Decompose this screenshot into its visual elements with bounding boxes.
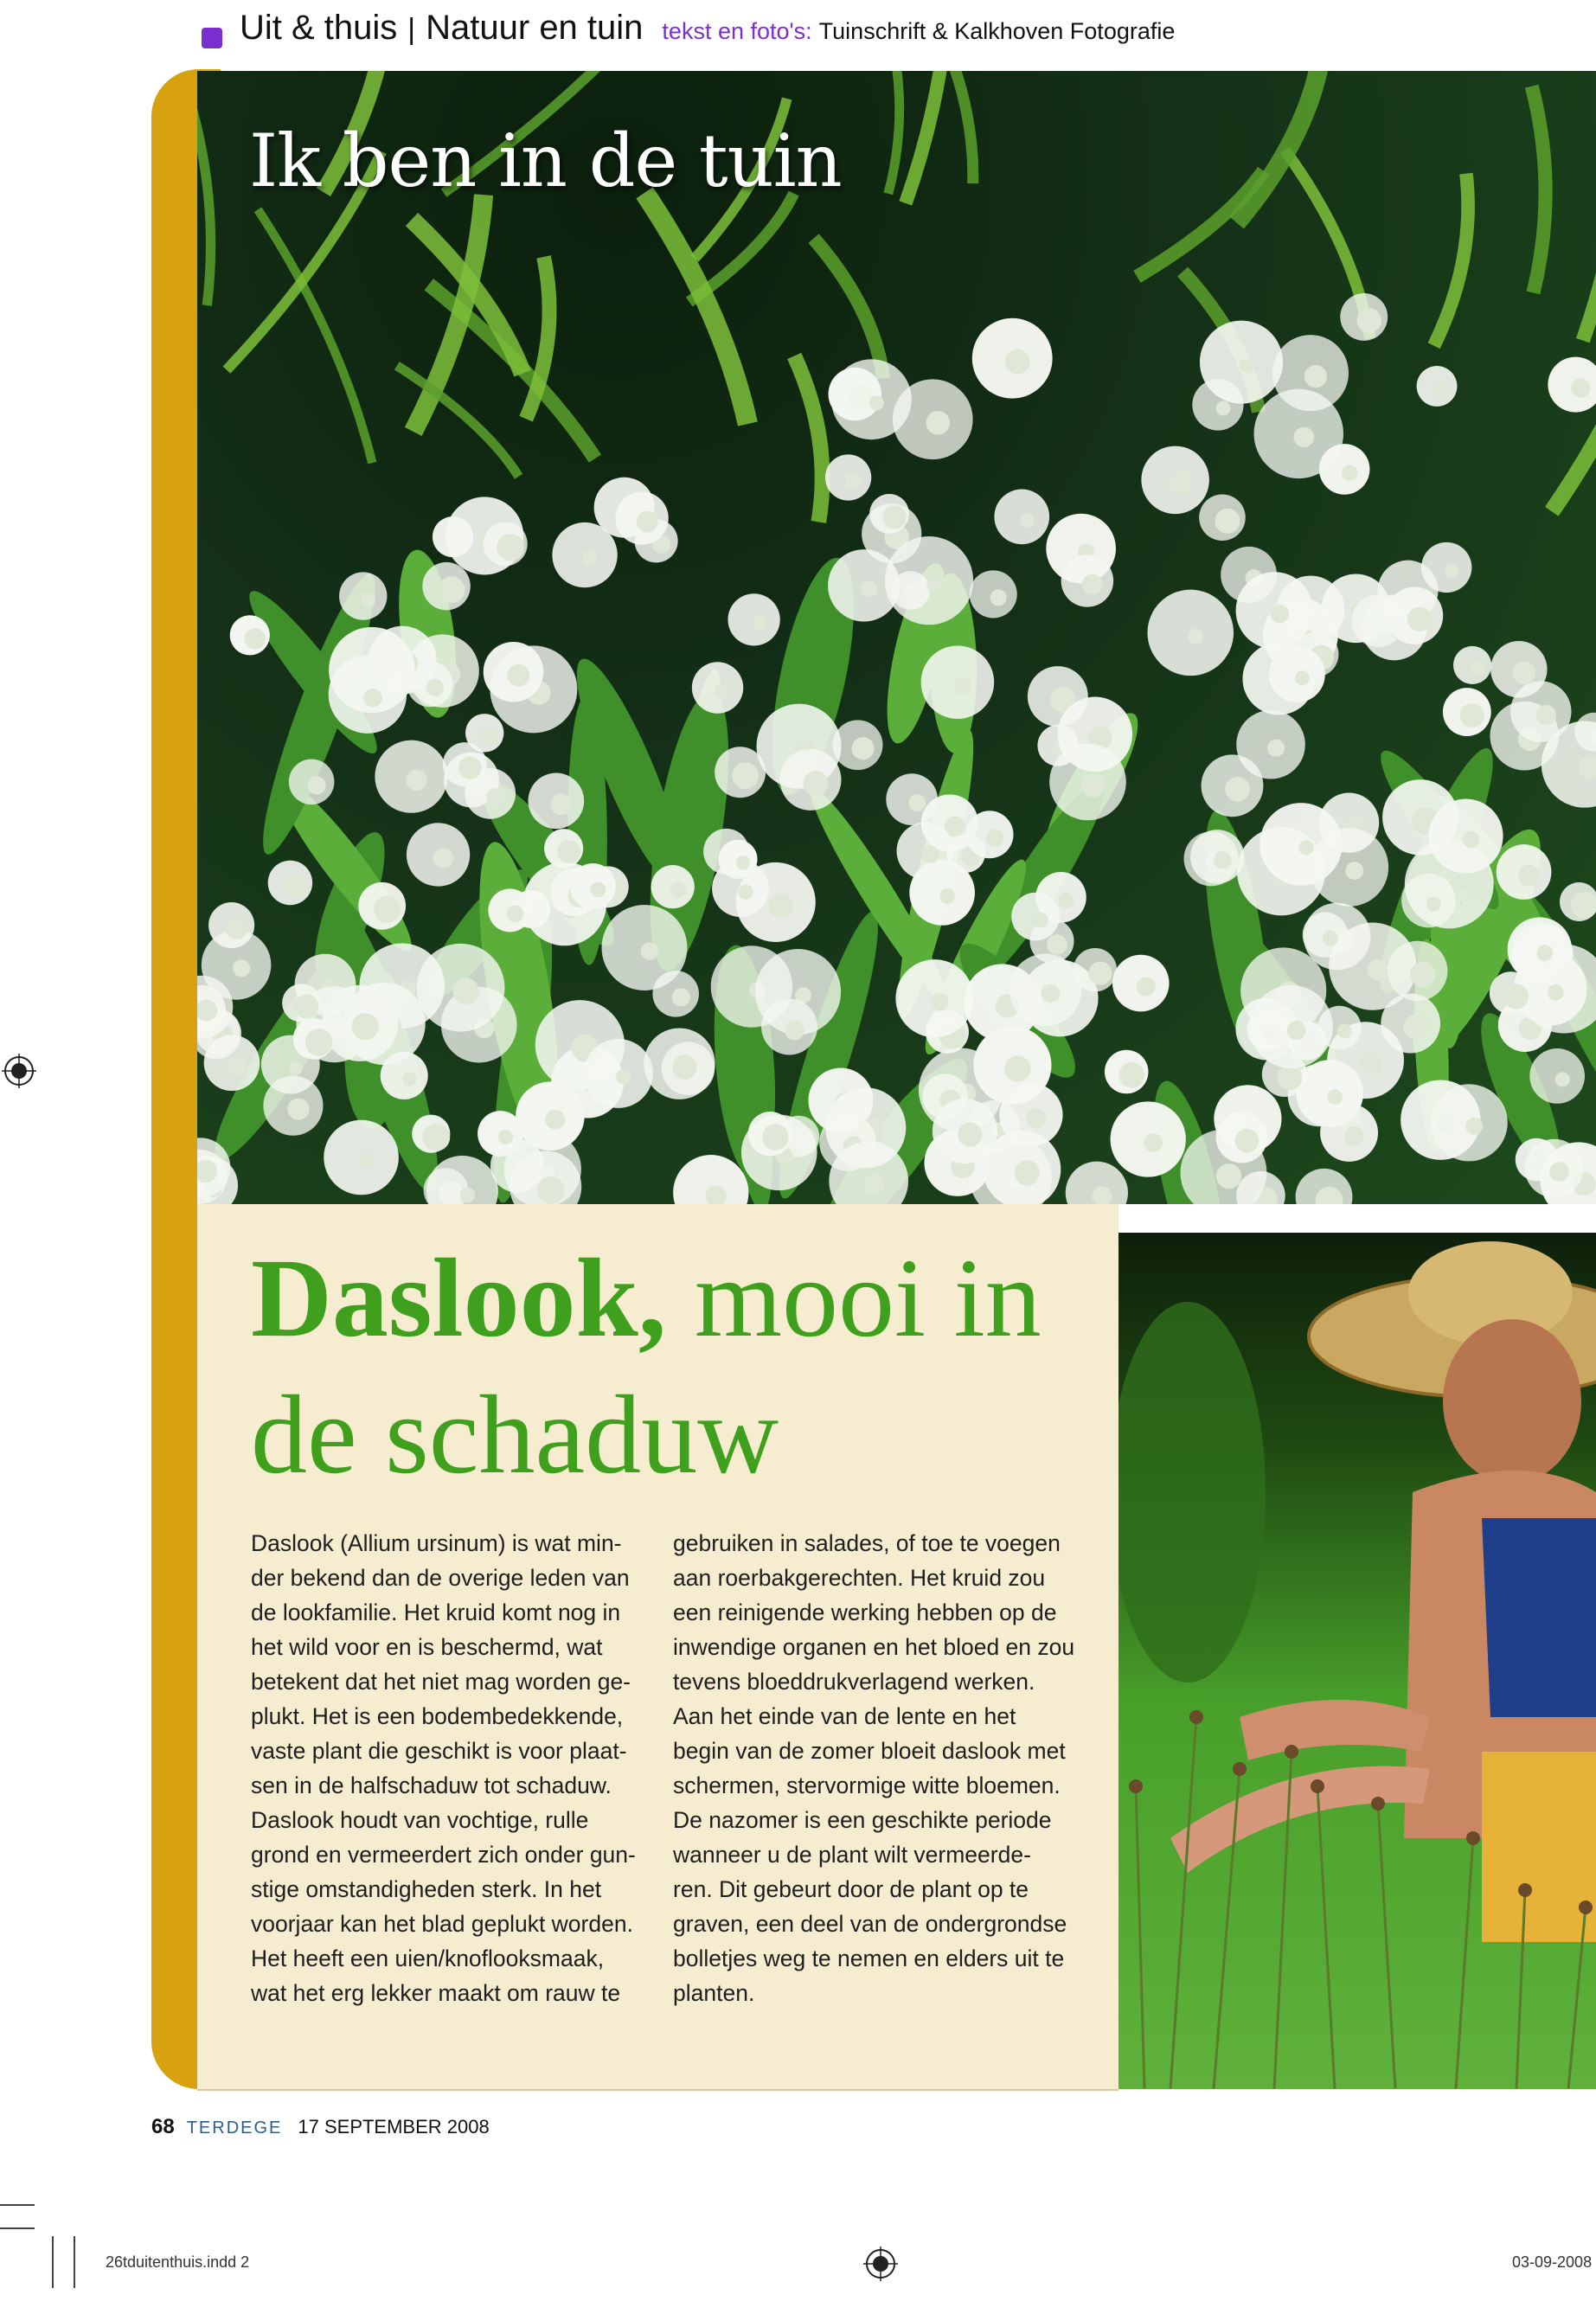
text-line: de lookfamilie. Het kruid komt nog in — [251, 1599, 621, 1625]
headline-line-2: de schaduw — [251, 1373, 779, 1497]
article-panel — [197, 1204, 1118, 2091]
text-line: het wild voor en is beschermd, wat — [251, 1634, 603, 1660]
text-line: vaste plant die geschikt is voor plaat- — [251, 1738, 627, 1764]
page-number: 68 — [151, 2115, 175, 2138]
headline-rest: mooi in — [694, 1236, 1042, 1361]
text-line: wat het erg lekker maakt om rauw te — [251, 1980, 621, 2006]
text-line: inwendige organen en het bloed en zou — [673, 1634, 1075, 1660]
photo-title: Ik ben in de tuin — [249, 119, 842, 203]
crop-mark — [0, 2204, 35, 2206]
slug-filename: 26tduitenthuis.indd 2 — [106, 2253, 250, 2271]
section-header — [199, 9, 1175, 61]
text-line: aan roerbakgerechten. Het kruid zou — [673, 1565, 1046, 1591]
text-line: een reinigende werking hebben op de — [673, 1599, 1057, 1625]
crop-mark — [52, 2236, 54, 2288]
issue-date: 17 SEPTEMBER 2008 — [298, 2116, 490, 2138]
subsection-name: Natuur en tuin — [426, 9, 644, 47]
text-line: tevens bloeddrukverlagend werken. — [673, 1669, 1035, 1695]
registration-mark-icon — [2, 1054, 36, 1088]
text-line: schermen, stervormige witte bloemen. — [673, 1772, 1061, 1798]
text-line: voorjaar kan het blad geplukt worden. — [251, 1911, 633, 1937]
gardener-illustration — [1118, 1233, 1596, 2089]
text-line: begin van de zomer bloeit daslook met — [673, 1738, 1066, 1764]
text-line: De nazomer is een geschikte periode — [673, 1807, 1052, 1833]
credit-label: tekst en foto's: — [662, 18, 812, 44]
text-line: planten. — [673, 1980, 755, 2006]
text-line: Het heeft een uien/knoflooksmaak, — [251, 1945, 605, 1971]
photo-credit: Tuinschrift & Kalkhoven Fotografie — [818, 18, 1176, 44]
text-line: sen in de halfschaduw tot schaduw. — [251, 1772, 612, 1798]
text-line: Aan het einde van de lente en het — [673, 1703, 1016, 1729]
text-line: Daslook (Allium ursinum) is wat min- — [251, 1530, 622, 1556]
article-headline — [251, 1230, 1081, 1503]
section-square-icon — [202, 28, 222, 48]
flower-field-illustration — [197, 71, 1596, 1204]
text-line: betekent dat het niet mag worden ge- — [251, 1669, 631, 1695]
text-line: ren. Dit gebeurt door de plant op te — [673, 1876, 1029, 1902]
gardener-photo — [1118, 1233, 1596, 2089]
text-line: der bekend dan de overige leden van — [251, 1565, 630, 1591]
article-column-left — [251, 1526, 649, 2010]
text-line: wanneer u de plant wilt vermeerde- — [673, 1842, 1031, 1868]
crop-mark — [74, 2236, 75, 2288]
registration-mark-icon — [863, 2247, 898, 2281]
text-line: bolletjes weg te nemen en elders uit te — [673, 1945, 1065, 1971]
crop-mark — [0, 2227, 35, 2229]
text-line: gebruiken in salades, of toe te voegen — [673, 1530, 1061, 1556]
text-line: graven, een deel van de ondergrondse — [673, 1911, 1067, 1937]
headline-bold: Daslook, — [251, 1236, 667, 1361]
slug-date: 03-09-2008 — [1512, 2253, 1593, 2271]
page-footer — [151, 2115, 490, 2139]
text-line: grond en vermeerdert zich onder gun- — [251, 1842, 636, 1868]
text-line: plukt. Het is een bodembedekkende, — [251, 1703, 624, 1729]
text-line: Daslook houdt van vochtige, rulle — [251, 1807, 589, 1833]
magazine-name: TERDEGE — [186, 2118, 283, 2138]
article-column-right — [673, 1526, 1075, 2010]
wild-garlic-photo — [197, 71, 1596, 1204]
text-line: stige omstandigheden sterk. In het — [251, 1876, 602, 1902]
section-name: Uit & thuis — [240, 9, 398, 47]
header-separator: | — [407, 13, 416, 46]
